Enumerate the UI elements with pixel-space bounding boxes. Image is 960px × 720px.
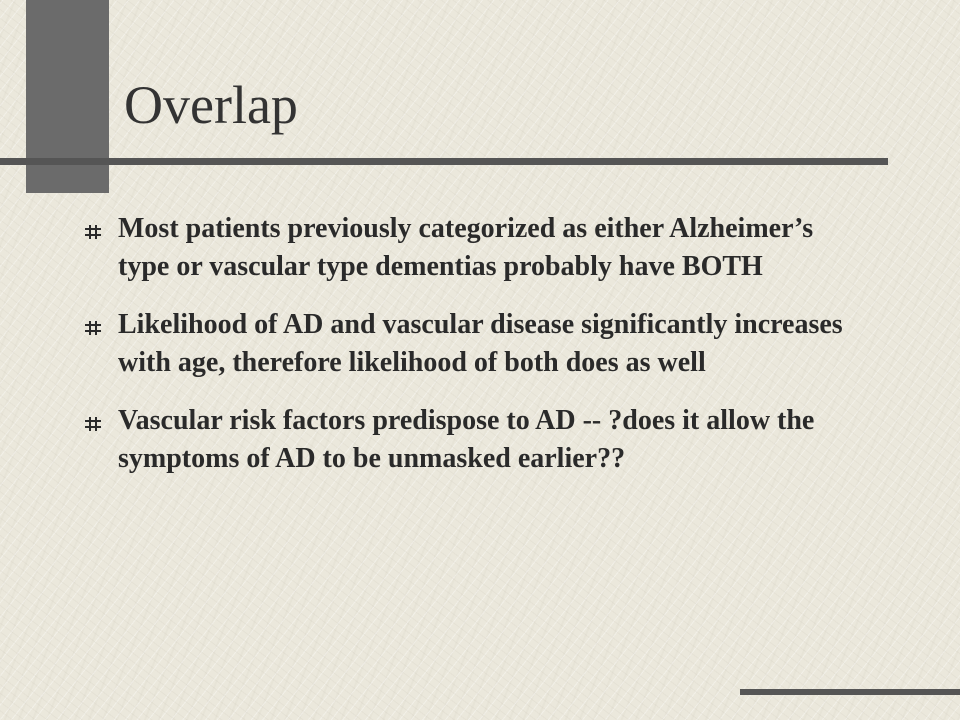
hash-bullet-icon [85, 225, 101, 239]
footer-rule [740, 689, 960, 695]
hash-bullet-icon [85, 321, 101, 335]
slide-title: Overlap [124, 75, 298, 135]
bullet-list [118, 210, 858, 498]
bullet-item [118, 402, 858, 478]
title-divider-rule [0, 158, 888, 165]
hash-bullet-icon [85, 417, 101, 431]
bullet-text: Likelihood of AD and vascular disease significantly increases with age, therefore likelihood of both does as well [118, 309, 843, 378]
bullet-text: Vascular risk factors predispose to AD -- ?does it allow the symptoms of AD to be unmasked earlier?? [118, 405, 815, 474]
bullet-item [118, 210, 858, 286]
bullet-item [118, 306, 858, 382]
bullet-text: Most patients previously categorized as either Alzheimer’s type or vascular type dementias probably have BOTH [118, 213, 814, 282]
